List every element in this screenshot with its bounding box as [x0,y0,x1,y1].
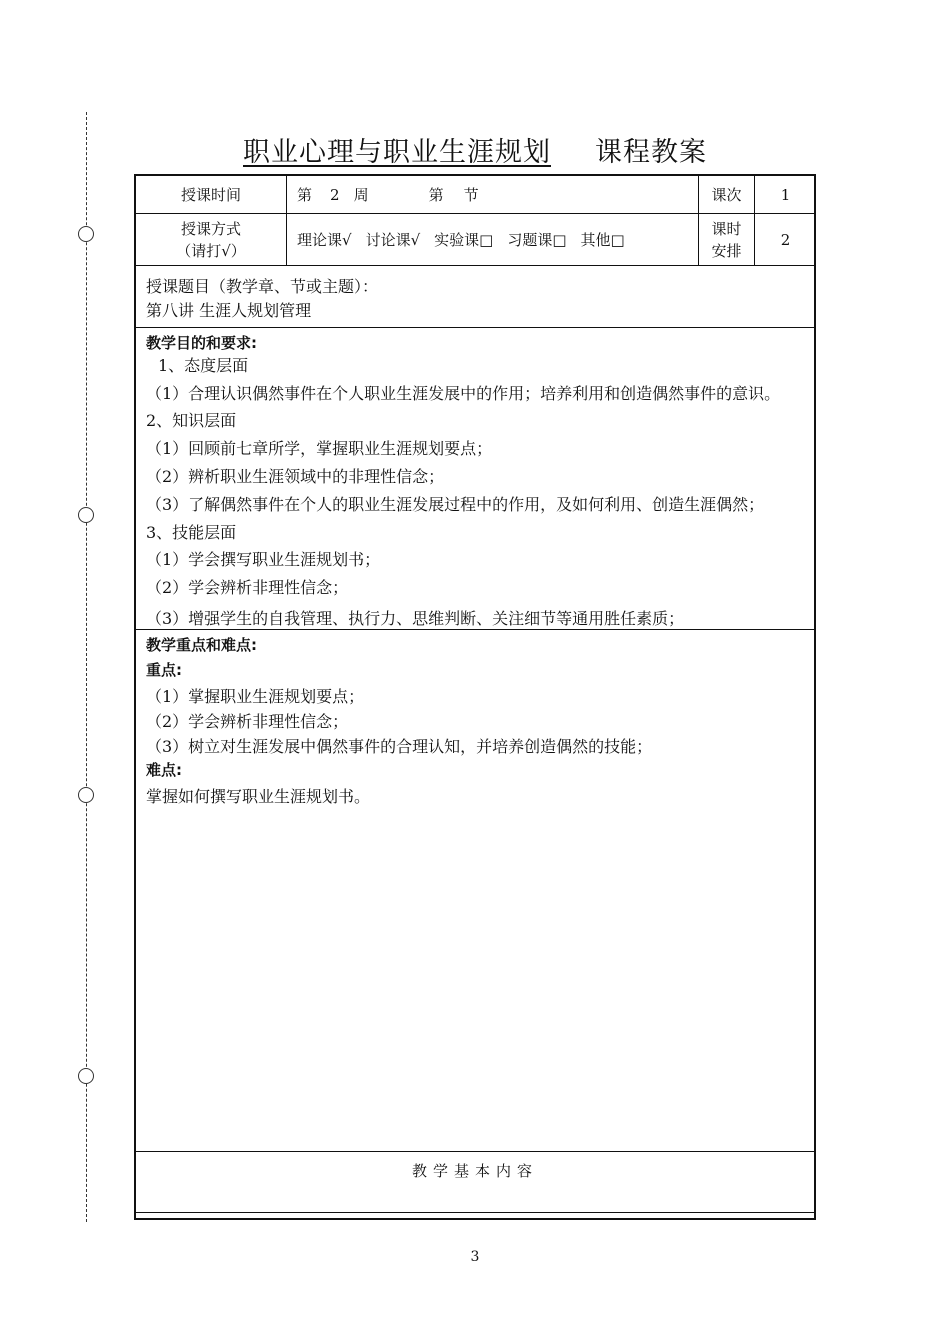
binding-hole [78,1068,94,1084]
topic-value: 第八讲 生涯人规划管理 [146,301,312,320]
course-name: 职业心理与职业生涯规划 [243,137,551,168]
objective-line: （1）合理认识偶然事件在个人职业生涯发展中的作用；培养利用和创造偶然事件的意识。 [146,384,781,403]
hours-label-cell: 课时 安排 [698,214,754,265]
lesson-count-label: 课次 [698,176,754,213]
method-option: 讨论课√ [365,231,421,249]
objectives-heading: 教学目的和要求: [146,334,257,352]
method-label-cell [136,214,286,265]
objective-line: （1）学会撰写职业生涯规划书； [146,550,381,569]
objective-line: （1）回顾前七章所学，掌握职业生涯规划要点； [146,439,493,458]
difficulty-label: 难点: [146,761,182,779]
time-label: 授课时间 [180,186,241,204]
row-method [136,214,814,266]
bottom-divider [136,1212,814,1213]
method-option: 理论课√ [297,231,352,249]
key-line: （2）学会辨析非理性信念； [146,712,349,731]
objective-line: 1、态度层面 [158,356,249,375]
method-option: 其他□ [580,231,625,249]
row-time [136,176,814,214]
keypoints-section [136,630,814,1152]
method-option: 实验课□ [434,231,494,249]
page-number: 3 [470,1249,480,1265]
keypoints-heading: 教学重点和难点: [146,636,257,654]
key-line: （3）树立对生涯发展中偶然事件的合理认知，并培养创造偶然的技能； [146,737,653,756]
binding-hole [78,787,94,803]
difficulty-line: 掌握如何撰写职业生涯规划书。 [146,787,371,806]
objective-line: （2）学会辨析非理性信念； [146,578,349,597]
document-title [0,130,950,169]
key-label: 重点: [146,661,182,679]
title-suffix: 课程教案 [595,137,707,168]
objective-line: （3）增强学生的自我管理、执行力、思维判断、关注细节等通用胜任素质； [146,609,685,628]
topic-section [136,266,814,328]
binding-dashed-line [86,112,87,1222]
content-heading: 教学基本内容 [411,1162,538,1180]
method-hint: （请打√） [176,241,246,260]
objective-line: 3、技能层面 [146,523,237,542]
binding-hole [78,507,94,523]
method-label: 授课方式 [180,219,241,238]
objective-line: 2、知识层面 [146,411,237,430]
binding-hole [78,226,94,242]
objectives-section [136,328,814,630]
time-value: 第 2 周 第 节 [286,176,698,213]
lesson-count-value: 1 [754,176,816,213]
hours-value: 2 [754,214,816,265]
method-option: 习题课□ [507,231,567,249]
objective-line: （2）辨析职业生涯领域中的非理性信念； [146,467,445,486]
topic-label: 授课题目（教学章、节或主题）： [146,277,379,296]
objective-line: （3）了解偶然事件在个人的职业生涯发展过程中的作用，及如何利用、创造生涯偶然； [146,495,765,514]
lesson-plan-table [134,174,816,1220]
key-line: （1）掌握职业生涯规划要点； [146,687,365,706]
method-options [286,214,698,265]
